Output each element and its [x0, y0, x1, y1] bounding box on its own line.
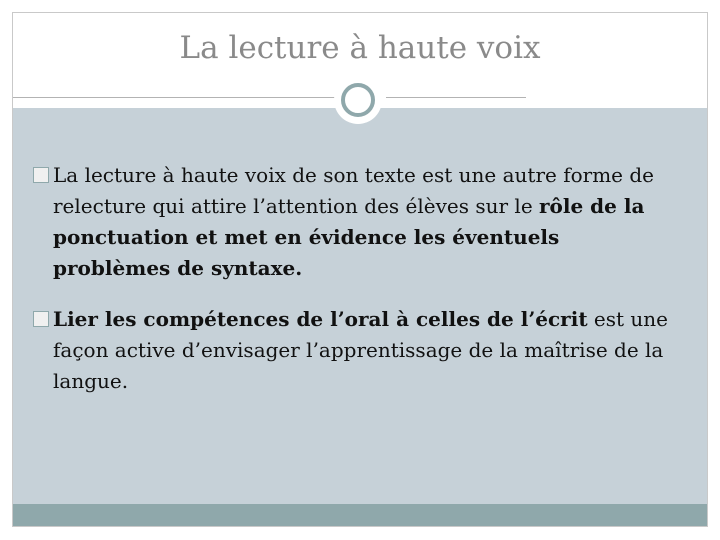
bullet-list	[33, 160, 683, 397]
footer-bar	[13, 504, 707, 526]
title-divider-right	[386, 97, 526, 98]
bullet-item	[33, 304, 683, 397]
bullet-text-bold: rôle de la ponctuation et met en évidence les éventuels problèmes de syntaxe.	[53, 194, 645, 280]
bullet-box-icon	[33, 167, 49, 183]
bullet-text-regular: est une façon active d’envisager l’apprentissage de la maîtrise de la langue.	[53, 307, 669, 393]
bullet-text-bold: Lier les compétences de l’oral à celles de l’écrit	[53, 307, 588, 331]
slide-title: La lecture à haute voix	[179, 30, 541, 66]
ring-icon	[341, 83, 375, 117]
bullet-text-regular: La lecture à haute voix de son texte est une autre forme de relecture qui attire l’attention des élèves sur le	[53, 163, 655, 218]
bullet-item	[33, 160, 683, 284]
title-divider-left	[13, 97, 335, 98]
bullet-box-icon	[33, 311, 49, 327]
